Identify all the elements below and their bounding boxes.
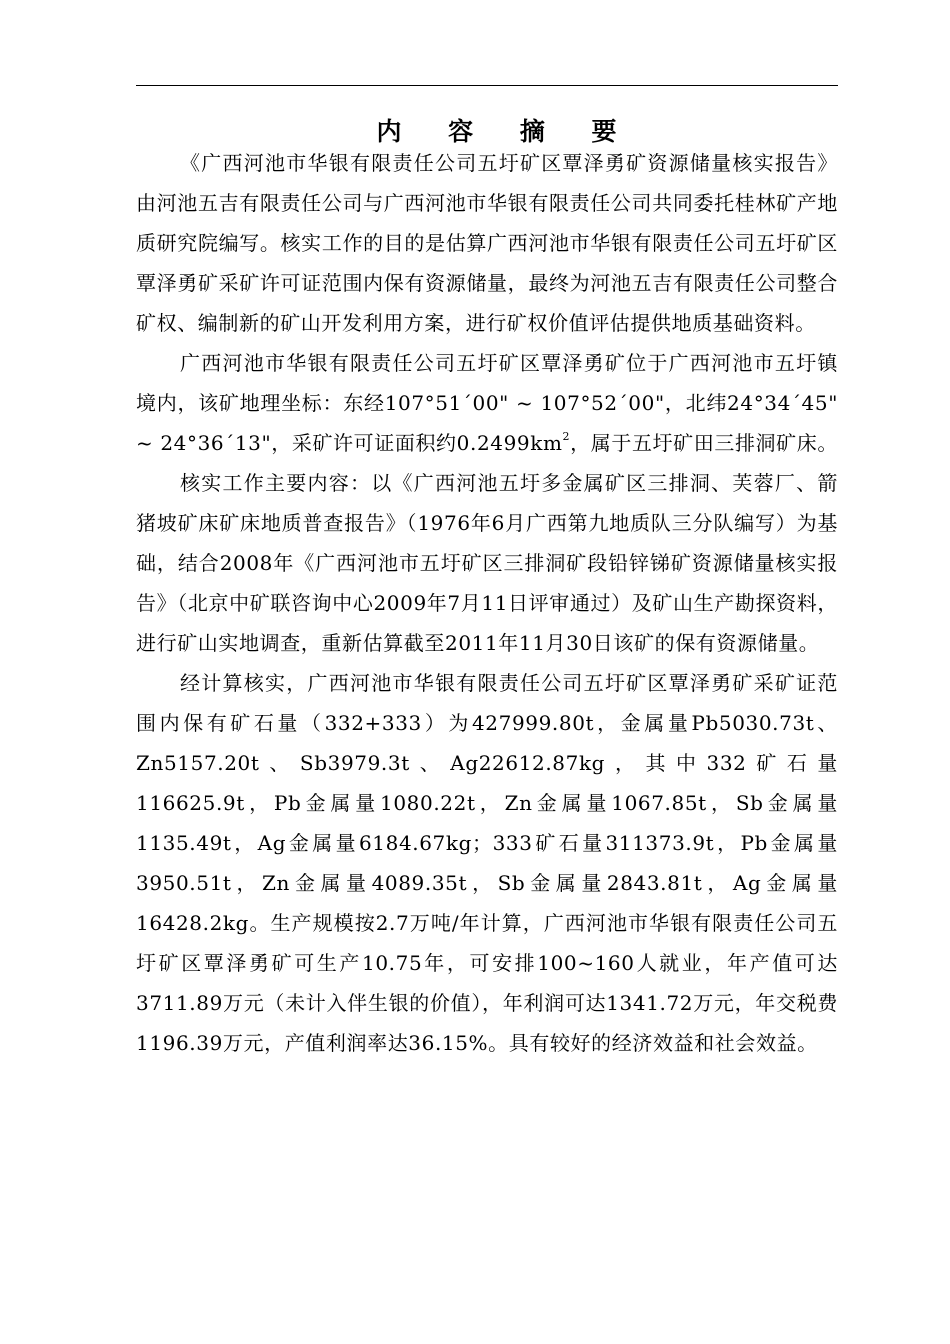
area-unit-superscript: 2 (562, 430, 571, 443)
location-text: 广西河池市华银有限责任公司五圩矿区覃泽勇矿位于广西河池市五圩镇境内，该矿地理坐标：东经107°51´00" ~ 107°52´00"，北纬24°34´45" ~ 24°36´13"，采矿许可证面积约0.2499km (136, 351, 838, 455)
location-text-tail: ，属于五圩矿田三排洞矿床。 (570, 431, 838, 455)
paragraph-purpose: 《广西河池市华银有限责任公司五圩矿区覃泽勇矿资源储量核实报告》由河池五吉有限责任公司与广西河池市华银有限责任公司共同委托桂林矿产地质研究院编写。核实工作的目的是估算广西河池市华银有限责任公司五圩矿区覃泽勇矿采矿许可证范围内保有资源储量，最终为河池五吉有限责任公司整合矿权、编制新的矿山开发利用方案，进行矿权价值评估提供地质基础资料。 (136, 151, 838, 335)
header-rule (136, 85, 838, 86)
paragraph-work-content: 核实工作主要内容：以《广西河池五圩多金属矿区三排洞、芙蓉厂、箭猪坡矿床矿床地质普查报告》（1976年6月广西第九地质队三分队编写）为基础，结合2008年《广西河池市五圩矿区三排洞矿段铅锌锑矿资源储量核实报告》（北京中矿联咨询中心2009年7月11日评审通过）及矿山生产勘探资料，进行矿山实地调查，重新估算截至2011年11月30日该矿的保有资源储量。 (136, 471, 838, 655)
paragraph-results: 经计算核实，广西河池市华银有限责任公司五圩矿区覃泽勇矿采矿证范围内保有矿石量（332+333）为427999.80t，金属量Pb5030.73t、Zn5157.20t、Sb3979.3t、Ag22612.87kg，其中332矿石量116625.9t，Pb金属量1080.22t，Zn金属量1067.85t，Sb金属量1135.49t，Ag金属量6184.67kg；333矿石量311373.9t，Pb金属量3950.51t，Zn金属量4089.35t，Sb金属量2843.81t，Ag金属量16428.2kg。生产规模按2.7万吨/年计算，广西河池市华银有限责任公司五圩矿区覃泽勇矿可生产10.75年，可安排100~160人就业，年产值可达3711.89万元（未计入伴生银的价值），年利润可达1341.72万元，年交税费1196.39万元，产值利润率达36.15%。具有较好的经济效益和社会效益。 (136, 671, 838, 1055)
paragraph-location (136, 343, 838, 463)
page-title: 内 容 摘 要 (376, 117, 636, 146)
summary-body (136, 143, 838, 1063)
